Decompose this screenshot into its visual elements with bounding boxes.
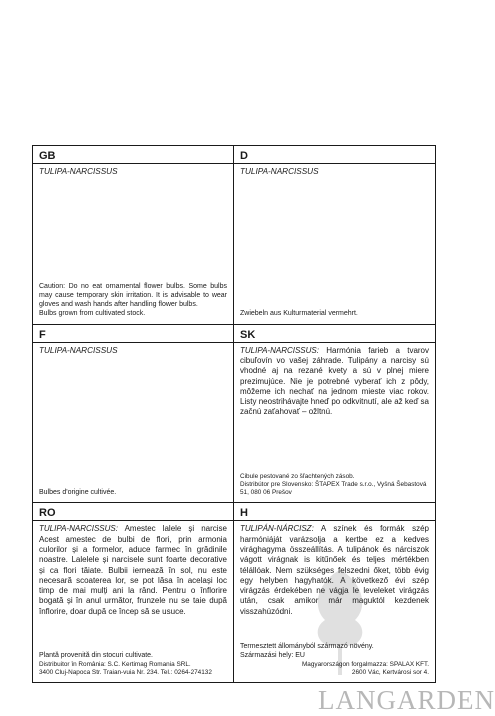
- cell-sk: [234, 325, 435, 504]
- language-code: F: [33, 328, 233, 343]
- distributor-note: Magyarországon forgalmazza: SPALAX KFT.: [301, 660, 429, 668]
- description-text: A színek és formák szép harmóniáját varázsolja a kertbe ez a kedves virághagyma összeállítás. A tulipánok és nárciszok vágott virágnak is kitűnőek és teljes mértékben télállóak. Nem szükséges felszedni őket, több évig egy helyben hagyhatók. A következő évi szép virágzás érdekében ne vágja le leveleket virágzás után, csak amikor már maguktól kezdenek visszahúzódni.: [240, 524, 429, 616]
- cell-d: [234, 146, 435, 325]
- language-code: GB: [33, 149, 233, 164]
- product-name: TULIPA-NARCISSUS: [39, 345, 118, 355]
- distributor-note: Distribútor pre Slovensko: ŠTAPEX Trade s.r.o., Vyšná Šebastová 51, 080 06 Prešov: [240, 480, 427, 497]
- product-name: TULIPA-NARCISSUS:: [39, 524, 118, 534]
- description-text: Amestec lalele și narcise Acest amestec de bulbi de flori, prin armonia culorilor și a formelor, aduce farmec în grădinile noastre. Lalelele și narcisele sunt foarte decorative și ca flori tăiate. Bulbii iernează în sol, nu este necesară scoaterea lor, se pot lăsa în același loc timp de mai mulți ani la rând. Pentru o înflorire bogată și în anul următor, frunzele nu se taie după înflorire, doar după ce încep să se usuce.: [39, 524, 227, 616]
- cell-gb: [33, 146, 234, 325]
- language-code: SK: [234, 328, 435, 343]
- origin-note: Plantă provenită din stocuri cultivate.: [39, 651, 154, 659]
- cell-ro: [33, 503, 234, 682]
- origin-note: Bulbs grown from cultivated stock.: [39, 309, 146, 317]
- caution-text: Caution: Do no eat ornamental flower bulbs. Some bulbs may cause temporary skin irritation. It is advisable to wear gloves and wash hands after handling flower bulbs.: [39, 283, 227, 309]
- language-code: RO: [33, 506, 233, 521]
- cell-f: [33, 325, 234, 504]
- description: [240, 346, 429, 418]
- origin-region: Származási hely: EU: [240, 651, 305, 659]
- origin-note: Cibule pestované zo šľachtených zásob.: [240, 472, 355, 480]
- distributor-address: 2600 Vác, Kertvárosi sor 4.: [351, 668, 429, 676]
- label-grid: [32, 145, 436, 683]
- distributor-note: Distribuitor în România: S.C. Kertimag Romania SRL.: [39, 660, 191, 668]
- product-name: TULIPA-NARCISSUS:: [240, 345, 319, 355]
- origin-note: Termesztett állományból származó növény.: [240, 643, 374, 650]
- brand-watermark: LANGARDEN: [318, 685, 495, 715]
- description: [39, 524, 227, 617]
- product-name: TULIPA-NARCISSUS: [240, 167, 319, 176]
- product-name: TULIPÁN-NÁRCISZ:: [240, 524, 314, 534]
- language-code: D: [234, 149, 435, 164]
- language-code: H: [234, 506, 435, 521]
- description: [240, 524, 429, 617]
- description-text: Harmónia farieb a tvarov cibuľovín vo vašej záhrade. Tulipány a narcisy sú vhodné aj na rezané kvety a sú v plnej miere prezimujúce. Nie je potrebné vyberať ich z pôdy, môžeme ich nechať na jednom mieste viac rokov. Listy neostrihávajte hneď po odkvitnutí, ale až keď sa začnú zaťahovať – ožltnú.: [240, 345, 429, 417]
- distributor-address: 3400 Cluj-Napoca Str. Traian-vuia Nr. 234. Tel.: 0264-274132: [39, 668, 212, 676]
- product-name: TULIPA-NARCISSUS: [39, 167, 118, 176]
- origin-note: Bulbes d'origine cultivée.: [39, 488, 117, 496]
- origin-note: Zwiebeln aus Kulturmaterial vermehrt.: [240, 309, 358, 317]
- cell-h: [234, 503, 435, 682]
